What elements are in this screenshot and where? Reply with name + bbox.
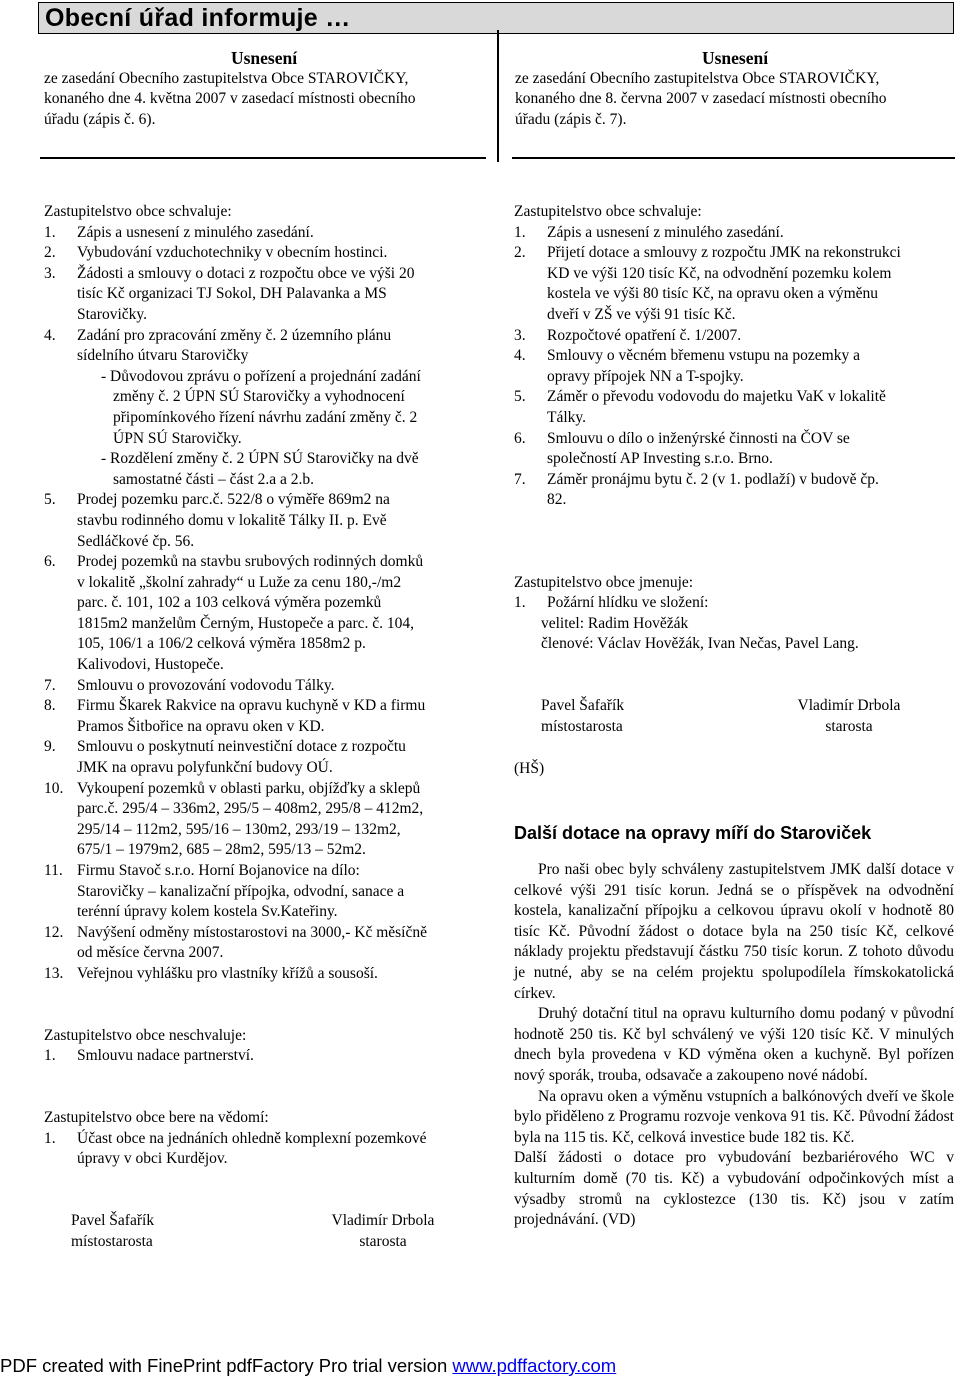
resolution-subtitle-line: konaného dne 4. května 2007 v zasedací místnosti obecního (44, 90, 416, 108)
item-text-line: Smlouvu o poskytnutí neinvestiční dotace z rozpočtu (77, 738, 406, 756)
item-number: 7. (44, 676, 56, 694)
item-text-line: Zadání pro zpracování změny č. 2 územního plánu (77, 326, 392, 344)
list-item (44, 264, 484, 326)
item-text-line: Veřejnou vyhlášku pro vlastníky křížů a sousoší. (77, 964, 378, 982)
item-text-line: Vybudování vzduchotechniky v obecním hostinci. (77, 244, 388, 262)
item-text-line: opravy přípojek NN a T-spojky. (547, 367, 744, 385)
list-item (44, 1129, 484, 1170)
rejects-list (44, 1046, 484, 1067)
item-text-line: Žádosti a smlouvy o dotaci z rozpočtu obce ve výši 20 (77, 264, 415, 282)
list-item (44, 964, 484, 985)
item-number: 3. (514, 326, 526, 344)
appoints-list (514, 593, 954, 614)
item-text-line: parc.č. 295/4 – 336m2, 295/5 – 408m2, 295/8 – 412m2, (77, 800, 424, 818)
item4-subpoints (44, 367, 484, 491)
article-title: Další dotace na opravy míří do Staroviček (514, 823, 872, 844)
notes-list (44, 1129, 484, 1170)
list-item (514, 593, 954, 614)
article-paragraph: Na opravu oken a výměnu vstupních a balkónových dveří ve škole bylo přiděleno z Programu rozvoje venkova 91 tis. Kč. Původní žádost byla na 115 tis. Kč, celková investice bude 182 tis. Kč. (514, 1087, 954, 1146)
section-title: Obecní úřad informuje … (45, 4, 351, 32)
signature-deputy-mayor (71, 1211, 154, 1252)
signature-name: Vladimír Drbola (797, 697, 901, 715)
signatures (44, 1211, 484, 1253)
item-text-line: Záměr o převodu vodovodu do majetku VaK v lokalitě (547, 388, 886, 406)
item-text-line: Zápis a usnesení z minulého zasedání. (547, 223, 784, 241)
item-text-line: Smlouvu o provozování vodovodu Tálky. (77, 676, 335, 694)
list-item (514, 243, 954, 325)
item-text-line: Zápis a usnesení z minulého zasedání. (77, 223, 314, 241)
appoints-line: velitel: Radim Hověžák (541, 614, 689, 632)
left-resolution-heading (44, 48, 484, 130)
item-text-line: Smlouvy o věcném břemenu vstupu na pozemky a (547, 347, 860, 365)
item-number: 5. (44, 491, 56, 509)
list-item (44, 696, 484, 737)
article-paragraph: Další žádosti o dotace pro vybudování bezbariérového WC v kulturním domě (70 tis. Kč) a vybudování odpočinkových míst a výsadby stromů na cyklostezce (130 tis. Kč) jsou v zatím projednávání. (VD) (514, 1149, 954, 1229)
list-item (44, 861, 484, 923)
approves-heading: Zastupitelstvo obce schvaluje: (44, 203, 232, 220)
list-item (44, 223, 484, 244)
item-text-line: JMK na opravu polyfunkční budovy OÚ. (77, 759, 333, 777)
resolution-subtitle-line: úřadu (zápis č. 7). (515, 110, 627, 128)
item-text-line: úpravy v obci Kurdějov. (77, 1150, 228, 1168)
right-heading-rule (512, 157, 955, 159)
item-text-line: sídelního útvaru Starovičky (77, 347, 249, 365)
signature-mayor (774, 696, 924, 737)
approves-heading: Zastupitelstvo obce schvaluje: (514, 203, 702, 220)
list-item (514, 429, 954, 470)
footer-link[interactable]: www.pdffactory.com (452, 1355, 617, 1376)
item-number: 3. (44, 264, 56, 282)
item-number: 7. (514, 470, 526, 488)
item-number: 4. (44, 326, 56, 344)
signatures (514, 696, 954, 738)
signature-name: Vladimír Drbola (331, 1212, 435, 1230)
signature-name: Pavel Šafařík (541, 697, 625, 715)
approves-list-continued (44, 490, 484, 984)
appoints-heading: Zastupitelstvo obce jmenuje: (514, 573, 694, 591)
item-text-line: Tálky. (547, 408, 587, 426)
item-text-line: Kalivodovi, Hustopeče. (77, 656, 224, 674)
item-text-line: tisíc Kč organizaci TJ Sokol, DH Palavanka a MS (77, 285, 387, 303)
resolution-subtitle-line: ze zasedání Obecního zastupitelstva Obce STAROVIČKY, (44, 69, 409, 87)
item-text-line: Záměr pronájmu bytu č. 2 (v 1. podlaží) v budově čp. (547, 470, 879, 488)
appoints-line: členové: Václav Hověžák, Ivan Nečas, Pavel Lang. (541, 635, 859, 653)
item-number: 6. (44, 553, 56, 571)
item-number: 1. (514, 594, 526, 612)
resolution-subtitle-line: ze zasedání Obecního zastupitelstva Obce STAROVIČKY, (515, 69, 880, 87)
item-text-line: KD ve výši 120 tisíc Kč, na odvodnění pozemku kolem (547, 264, 892, 282)
item-number: 2. (44, 244, 56, 262)
item-text-line: 1815m2 manželům Černým, Hustopeče a parc. č. 104, (77, 614, 415, 632)
list-item (514, 470, 954, 511)
item-text-line: Prodej pozemku parc.č. 522/8 o výměře 869m2 na (77, 491, 390, 509)
article-paragraph: Pro naši obec byly schváleny zastupitelstvem JMK další dotace v celkové výši 291 tisíc korun. Jedná se o příspěvek na odvodnění kostela, kanalizační přípojku a celkovou úpravu okolí v hodnotě 80 tisíc Kč. Původní žádost o dotace byla na 250 tisíc Kč, celkové náklady projektu představují částku 750 tisíc korun. Z tohoto důvodu je nutné, aby se na celém projektu spolupodílela římskokatolická církev. (514, 861, 954, 1002)
subpoint-line: změny č. 2 ÚPN SÚ Starovičky a vyhodnocení (113, 388, 405, 406)
approves-list (514, 223, 954, 511)
item-text-line: Prodej pozemků na stavbu srubových rodinných domků (77, 553, 424, 571)
resolution-title: Usnesení (230, 48, 298, 68)
article-paragraph: Druhý dotační titul na opravu kulturního domu podaný v původní hodnotě 250 tis. Kč byl schválený ve výši 120 tisíc Kč. V minulých dnech byla provedena v KD výměna oken a kuchyně. Byl pořízen nový sporák, trouba, odsavače a zakoupeno nové nádobí. (514, 1005, 954, 1084)
subpoint-line: samostatné části – část 2.a a 2.b. (113, 470, 315, 488)
signature-role: místostarosta (71, 1232, 153, 1250)
item-text-line: 295/14 – 112m2, 595/16 – 130m2, 293/19 – 132m2, (77, 820, 401, 838)
column-divider (497, 30, 499, 162)
item-number: 10. (44, 779, 64, 797)
subpoint-line: ÚPN SÚ Starovičky. (113, 429, 242, 447)
list-item (514, 223, 954, 244)
list-item (514, 346, 954, 387)
signature-role: místostarosta (541, 717, 623, 735)
item-number: 1. (44, 1129, 56, 1147)
appoints-subpoints (514, 614, 954, 655)
item-text-line: parc. č. 101, 102 a 103 celková výměra pozemků (77, 594, 382, 612)
item-text-line: Sedláčkové čp. 56. (77, 532, 195, 550)
right-column (514, 202, 954, 1231)
item-number: 1. (44, 1047, 56, 1065)
item-number: 8. (44, 697, 56, 715)
item-number: 13. (44, 964, 64, 982)
item-number: 11. (44, 862, 63, 879)
list-item (44, 490, 484, 552)
item-number: 1. (44, 223, 56, 241)
item-text-line: Požární hlídku ve složení: (547, 594, 709, 612)
item-number: 2. (514, 244, 526, 262)
item-number: 6. (514, 429, 526, 447)
list-item (44, 1046, 484, 1067)
item-text-line: 82. (547, 491, 567, 509)
signature-name: Pavel Šafařík (71, 1212, 155, 1230)
item-text-line: 105, 106/1 a 106/2 celková výměra 1858m2 p. (77, 635, 366, 653)
list-item (44, 676, 484, 697)
subpoint-line: - Důvodovou zprávu o pořízení a projednání zadání (101, 367, 421, 385)
item-text-line: dveří v ZŠ ve výši 91 tisíc Kč. (547, 305, 736, 323)
resolution-title: Usnesení (701, 48, 769, 68)
item-number: 9. (44, 738, 56, 756)
list-item (44, 737, 484, 778)
item-text-line: Firmu Škarek Rakvice na opravu kuchyně v KD a firmu (77, 697, 426, 715)
item-text-line: Navýšení odměny místostarostovi na 3000,- Kč měsíčně (77, 923, 427, 941)
approves-list (44, 223, 484, 367)
list-item (44, 326, 484, 367)
item-text-line: Starovičky – kanalizační přípojka, odvodní, sanace a (77, 882, 405, 900)
right-resolution-heading (515, 48, 955, 130)
item-text-line: Vykoupení pozemků v oblasti parku, objížďky a sklepů (77, 779, 421, 797)
signature-deputy-mayor (541, 696, 624, 737)
item-text-line: Smlouvu o dílo o inženýrské činnosti na ČOV se (547, 429, 850, 447)
list-item (44, 779, 484, 861)
footer-text: PDF created with FinePrint pdfFactory Pro trial version (0, 1355, 453, 1376)
item-text-line: Starovičky. (77, 305, 148, 323)
list-item (44, 552, 484, 676)
subpoint-line: připomínkového řízení návrhu zadání změny č. 2 (113, 408, 418, 426)
left-column (44, 202, 484, 1253)
item-text-line: Rozpočtové opatření č. 1/2007. (547, 326, 742, 344)
signature-role: starosta (359, 1232, 407, 1250)
notes-heading: Zastupitelstvo obce bere na vědomí: (44, 1109, 269, 1127)
item-text-line: Smlouvu nadace partnerství. (77, 1047, 254, 1065)
pdf-footer (0, 1355, 960, 1377)
rejects-heading: Zastupitelstvo obce neschvaluje: (44, 1026, 247, 1044)
item-number: 12. (44, 923, 64, 941)
list-item (514, 326, 954, 347)
item-text-line: Pramos Šitbořice na opravu oken v KD. (77, 717, 325, 735)
item-number: 5. (514, 388, 526, 406)
author-initials: (HŠ) (514, 759, 545, 777)
resolution-subtitle-line: úřadu (zápis č. 6). (44, 110, 156, 128)
subpoint-line: - Rozdělení změny č. 2 ÚPN SÚ Starovičky na dvě (101, 450, 419, 468)
item-text-line: Firmu Stavoč s.r.o. Horní Bojanovice na dílo: (77, 862, 360, 879)
item-number: 1. (514, 223, 526, 241)
item-text-line: od měsíce června 2007. (77, 944, 224, 962)
list-item (514, 387, 954, 428)
signature-mayor (318, 1211, 448, 1252)
list-item (44, 923, 484, 964)
item-text-line: v lokalitě „školní zahrady“ u Luže za cenu 180,-/m2 (77, 573, 402, 591)
signature-role: starosta (825, 717, 873, 735)
item-text-line: kostela ve výši 80 tisíc Kč, na opravu oken a výměnu (547, 285, 879, 303)
section-header (38, 2, 954, 34)
left-heading-rule (40, 157, 486, 159)
list-item (44, 243, 484, 264)
item-text-line: společností AP Investing s.r.o. Brno. (547, 450, 773, 468)
resolution-subtitle-line: konaného dne 8. června 2007 v zasedací místnosti obecního (515, 90, 887, 108)
item-text-line: 675/1 – 1979m2, 685 – 28m2, 595/13 – 52m2. (77, 841, 366, 859)
item-text-line: Přijetí dotace a smlouvy z rozpočtu JMK na rekonstrukci (547, 244, 901, 262)
item-number: 4. (514, 347, 526, 365)
item-text-line: stavbu rodinného domu v lokalitě Tálky II. p. Evě (77, 511, 387, 529)
item-text-line: Účast obce na jednáních ohledně komplexní pozemkové (77, 1129, 427, 1147)
item-text-line: terénní úpravy kolem kostela Sv.Kateřiny. (77, 903, 338, 921)
